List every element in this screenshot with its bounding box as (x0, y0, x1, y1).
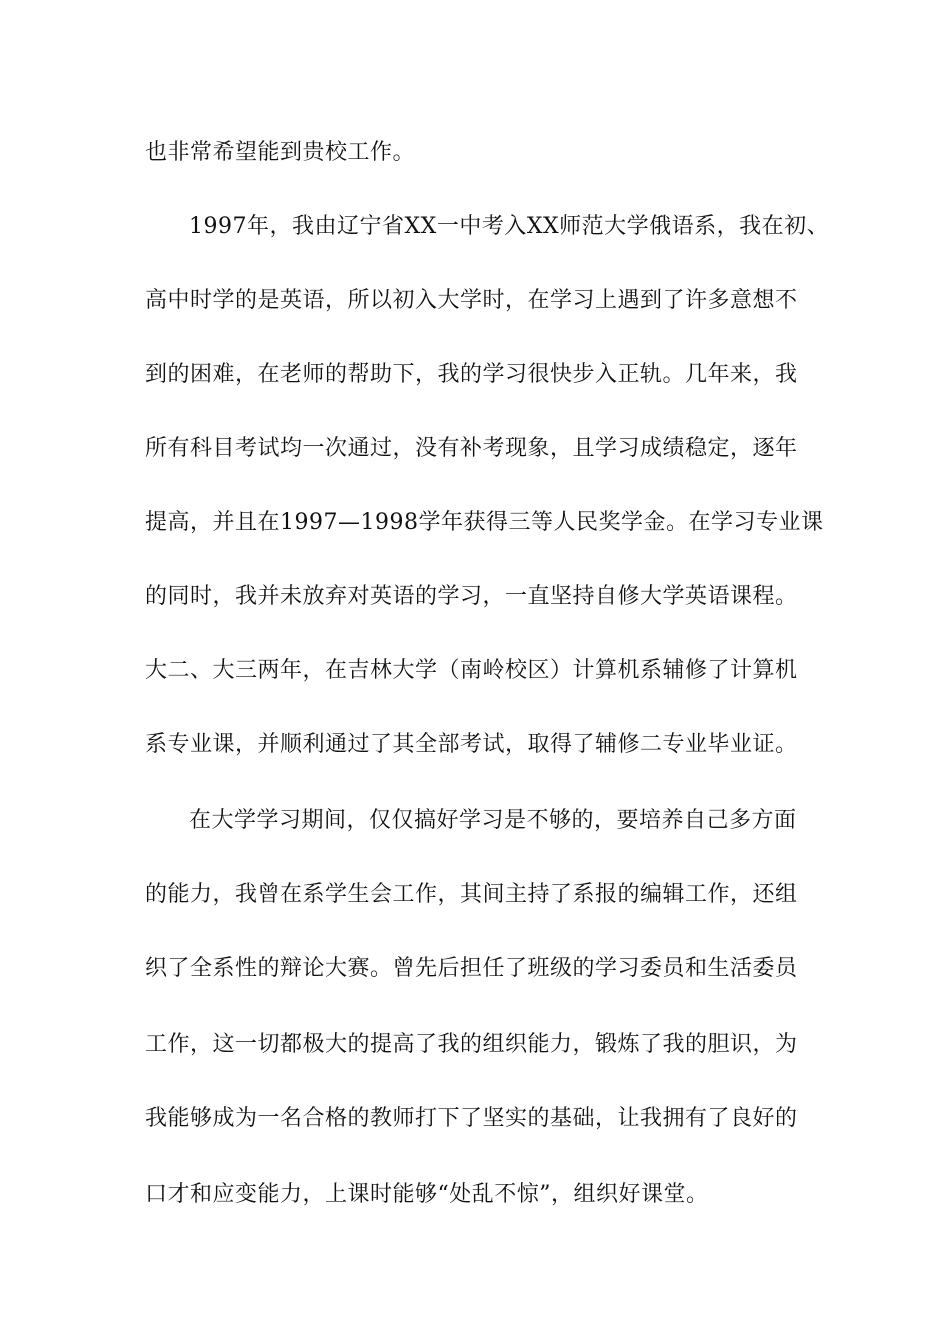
paragraph-first-line: 在大学学习期间，仅仅搞好学习是不够的，要培养自己多方面 (189, 808, 797, 833)
text-line: 工作，这一切都极大的提高了我的组织能力，锻炼了我的胆识，为 (145, 1032, 798, 1057)
text-line: 口才和应变能力，上课时能够“处乱不惊”，组织好课堂。 (145, 1182, 709, 1207)
text-line: 系专业课，并顺利通过了其全部考试，取得了辅修二专业毕业证。 (145, 732, 798, 757)
text-line: 大二、大三两年，在吉林大学（南岭校区）计算机系辅修了计算机 (145, 658, 798, 683)
text-line: 到的困难，在老师的帮助下，我的学习很快步入正轨。几年来，我 (145, 362, 798, 387)
text-line: 也非常希望能到贵校工作。 (145, 140, 416, 165)
text-line: 提高，并且在1997—1998学年获得三等人民奖学金。在学习专业课 (145, 510, 824, 535)
text-line: 的能力，我曾在系学生会工作，其间主持了系报的编辑工作，还组 (145, 882, 798, 907)
text-line: 的同时，我并未放弃对英语的学习，一直坚持自修大学英语课程。 (145, 584, 798, 609)
text-line: 所有科目考试均一次通过，没有补考现象，且学习成绩稳定，逐年 (145, 436, 798, 461)
text-line: 高中时学的是英语，所以初入大学时，在学习上遇到了许多意想不 (145, 288, 798, 313)
text-line: 我能够成为一名合格的教师打下了坚实的基础，让我拥有了良好的 (145, 1106, 798, 1131)
text-line: 织了全系性的辩论大赛。曾先后担任了班级的学习委员和生活委员 (145, 956, 798, 981)
paragraph-first-line: 1997年，我由辽宁省XX一中考入XX师范大学俄语系，我在初、 (189, 214, 830, 239)
